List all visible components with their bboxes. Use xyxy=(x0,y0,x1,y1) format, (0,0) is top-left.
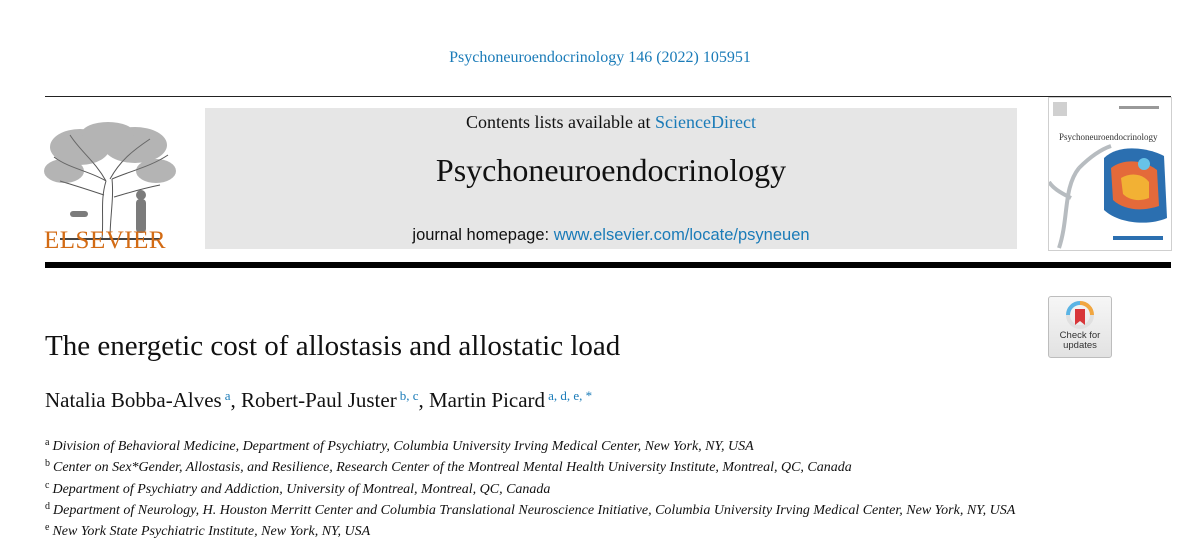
author-separator: , xyxy=(418,388,429,412)
affiliation-key: e xyxy=(45,522,50,534)
affiliation-key: c xyxy=(45,479,50,491)
affiliation-item xyxy=(45,434,1045,455)
author-list xyxy=(45,388,592,413)
journal-citation[interactable]: Psychoneuroendocrinology 146 (2022) 105951 xyxy=(449,49,751,66)
journal-title: Psychoneuroendocrinology xyxy=(435,152,787,188)
affiliation-item xyxy=(45,477,1045,498)
header-thick-divider xyxy=(45,262,1171,268)
author-affiliation-marker[interactable]: a, d, e, * xyxy=(548,388,593,403)
affiliation-text: Department of Psychiatry and Addiction, University of Montreal, Montreal, QC, Canada xyxy=(52,481,551,497)
crossmark-button[interactable] xyxy=(1048,296,1112,358)
affiliation-key: b xyxy=(45,458,50,470)
affiliation-item xyxy=(45,455,1045,476)
crossmark-label-line1: Check for xyxy=(1059,330,1101,341)
contents-prefix: Contents lists available at xyxy=(466,112,651,132)
homepage-prefix: journal homepage: xyxy=(412,226,550,244)
author-separator: , xyxy=(230,388,241,412)
author-name[interactable]: Robert-Paul Juster xyxy=(240,388,397,412)
homepage-line xyxy=(205,226,1017,245)
crossmark-label xyxy=(1049,331,1111,351)
contents-line xyxy=(205,112,1017,133)
author-name[interactable]: Natalia Bobba-Alves xyxy=(45,388,222,412)
author-affiliation-marker[interactable]: b, c xyxy=(399,388,419,403)
publisher-wordmark: ELSEVIER xyxy=(44,227,167,254)
affiliation-text: Department of Neurology, H. Houston Merritt Center and Columbia Translational Neuroscience Initiative, Columbia University Irving Medical Center, New York, NY, USA xyxy=(53,502,1016,518)
homepage-link[interactable]: www.elsevier.com/locate/psyneuen xyxy=(553,226,810,244)
affiliation-text: Division of Behavioral Medicine, Department of Psychiatry, Columbia University Irving Medical Center, New York, NY, USA xyxy=(52,439,754,454)
crossmark-label-line2: updates xyxy=(1063,340,1097,351)
cover-art xyxy=(1049,98,1171,250)
affiliation-key: a xyxy=(45,437,50,448)
affiliation-key: d xyxy=(45,500,50,512)
author-name[interactable]: Martin Picard xyxy=(429,388,546,412)
affiliation-text: Center on Sex*Gender, Allostasis, and Resilience, Research Center of the Montreal Mental Health University Institute, Montreal, QC, Canada xyxy=(53,460,852,476)
affiliations-list xyxy=(45,434,1045,540)
affiliation-item xyxy=(45,519,1045,540)
crossmark-icon xyxy=(1066,301,1094,331)
paper-title: The energetic cost of allostasis and allostatic load xyxy=(45,330,621,362)
journal-banner xyxy=(205,108,1017,249)
author-affiliation-marker[interactable]: a xyxy=(224,388,231,403)
journal-cover-thumbnail-icon[interactable] xyxy=(1048,97,1172,251)
sciencedirect-link[interactable]: ScienceDirect xyxy=(655,112,756,132)
top-divider xyxy=(45,96,1171,97)
affiliation-text: New York State Psychiatric Institute, New York, NY, USA xyxy=(52,524,371,540)
cover-title: Psychoneuroendocrinology xyxy=(1059,132,1158,142)
affiliation-item xyxy=(45,498,1045,519)
